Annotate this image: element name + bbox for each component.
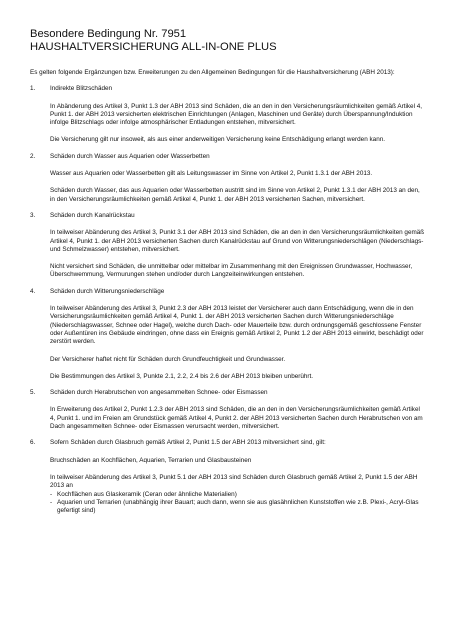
section-paragraph: In teilweiser Abänderung des Artikel 3, Punkt 2.3 der ABH 2013 leistet der Versicherer auch dann Entschädigung, wenn die in den Versicherungsräumlichkeiten gemäß Artikel 4, Punkt 1. der ABH 2013 versicherten Sachen durch Witterungsniederschläge (Niederschlagswasser, Schnee oder Hagel), welche durch Dach- oder Mauerteile bzw. durch ordnungsgemäß geschlossene Fenster oder Außentüren ins Gebäude eindringen, ohne dass ein Ereignis gemäß Artikel 2, Punkt 1.2 der ABH 2013 einwirkt, beschädigt oder zerstört werden. bbox=[50, 305, 424, 346]
section-paragraph: In Erweiterung des Artikel 2, Punkt 1.2.3 der ABH 2013 sind Schäden, die an den in den Versicherungsräumlichkeiten gemäß Artikel 4, Punkt 1. und im Freien am Grundstück gemäß Artikel 4, Punkt 2. der ABH 2013 versicherten Sachen durch Herabrutschen von am Dach angesammelten Schnee- oder Eismassen verursacht werden, mitversichert. bbox=[50, 406, 423, 431]
document-page bbox=[30, 28, 426, 515]
section-3 bbox=[30, 212, 426, 280]
section-1 bbox=[30, 85, 426, 144]
section-number: 1. bbox=[30, 85, 36, 93]
section-6 bbox=[30, 439, 426, 515]
section-paragraph: In teilweiser Abänderung des Artikel 3, Punkt 3.1 der ABH 2013 sind Schäden, die an den in den Versicherungsräumlichkeiten gemäß Artikel 4, Punkt 1. der ABH 2013 versicherten Sachen durch Kanalrückstau auf Grund von Witterungsniederschlägen (Niederschlags- und Schmelzwasser) entstehen, mitversichert. bbox=[50, 229, 425, 253]
section-title: Indirekte Blitzschäden bbox=[50, 85, 113, 93]
section-number: 4. bbox=[30, 287, 36, 295]
intro-paragraph: Es gelten folgende Ergänzungen bzw. Erweiterungen zu den Allgemeinen Bedingungen für die Haushaltversicherung (ABH 2013): bbox=[30, 69, 395, 76]
section-2 bbox=[30, 153, 426, 204]
section-paragraph: Nicht versichert sind Schäden, die unmittelbar oder mittelbar im Zusammenhang mit den Ereignissen Grundwasser, Hochwasser, Überschwemmung, Vermurungen stehen und/oder durch Langzeiteinwirkungen entstehen. bbox=[50, 263, 413, 279]
item-list bbox=[50, 491, 426, 516]
section-title: Schäden durch Wasser aus Aquarien oder Wasserbetten bbox=[50, 152, 210, 160]
section-paragraph: Die Bestimmungen des Artikel 3, Punkte 2.1, 2.2, 2.4 bis 2.6 der ABH 2013 bleiben unberührt. bbox=[50, 372, 314, 380]
section-title: Sofern Schäden durch Glasbruch gemäß Artikel 2, Punkt 1.5 der ABH 2013 mitversichert sind, gilt: bbox=[50, 439, 326, 447]
section-number: 6. bbox=[30, 439, 36, 447]
section-paragraph: Schäden durch Wasser, das aus Aquarien oder Wasserbetten austritt sind im Sinne von Artikel 2, Punkt 1.3.1 der ABH 2013 an den, in den Versicherungsräumlichkeiten gemäß Artikel 4, Punkt 1. der ABH 2013 versicherten Sachen, mitversichert. bbox=[50, 187, 420, 203]
section-number: 3. bbox=[30, 211, 36, 219]
section-4 bbox=[30, 288, 426, 381]
section-subheading: Bruchschäden an Kochflächen, Aquarien, Terrarien und Glasbausteinen bbox=[50, 456, 252, 464]
section-title: Schäden durch Kanalrückstau bbox=[50, 211, 135, 219]
title-line-2: HAUSHALTVERSICHERUNG ALL-IN-ONE PLUS bbox=[30, 41, 277, 53]
list-item: - Aquarien und Terrarien (unabhängig ihrer Bauart; auch dann, wenn sie aus glasähnlichen Kunststoffen wie z.B. Plexi-, Acryl-Glas gefertigt sind) bbox=[50, 499, 426, 516]
section-paragraph: Wasser aus Aquarien oder Wasserbetten gilt als Leitungswasser im Sinne von Artikel 2, Punkt 1.3.1 der ABH 2013. bbox=[50, 170, 373, 178]
section-paragraph: In Abänderung des Artikel 3, Punkt 1.3 der ABH 2013 sind Schäden, die an den in den Versicherungsräumlichkeiten gemäß Artikel 4, Punkt 1. der ABH 2013 versicherten elektrischen Einrichtungen (Anlagen, Maschinen und Geräte) durch Überspannung/Induktion infolge Blitzschlags oder infolge atmosphärischer Entladungen entstehen, mitversichert. bbox=[50, 102, 423, 127]
section-paragraph: In teilweiser Abänderung des Artikel 3, Punkt 5.1 der ABH 2013 sind Schäden durch Glasbruch gemäß Artikel 2, Punkt 1.5 der ABH 2013 an bbox=[50, 473, 418, 490]
document-title bbox=[30, 28, 426, 54]
list-item: - Kochflächen aus Glaskeramik (Ceran oder ähnliche Materialien) bbox=[50, 491, 426, 499]
section-number: 2. bbox=[30, 152, 36, 160]
section-title: Schäden durch Witterungsniederschläge bbox=[50, 287, 165, 295]
section-paragraph: Der Versicherer haftet nicht für Schäden durch Grundfeuchtigkeit und Grundwasser. bbox=[50, 355, 286, 363]
section-number: 5. bbox=[30, 389, 36, 397]
title-line-1: Besondere Bedingung Nr. 7951 bbox=[30, 28, 187, 40]
section-paragraph: Die Versicherung gilt nur insoweit, als aus einer anderweitigen Versicherung keine Entschädigung erlangt werden kann. bbox=[50, 136, 386, 144]
section-5 bbox=[30, 389, 426, 431]
section-title: Schäden durch Herabrutschen von angesammelten Schnee- oder Eismassen bbox=[50, 389, 268, 397]
